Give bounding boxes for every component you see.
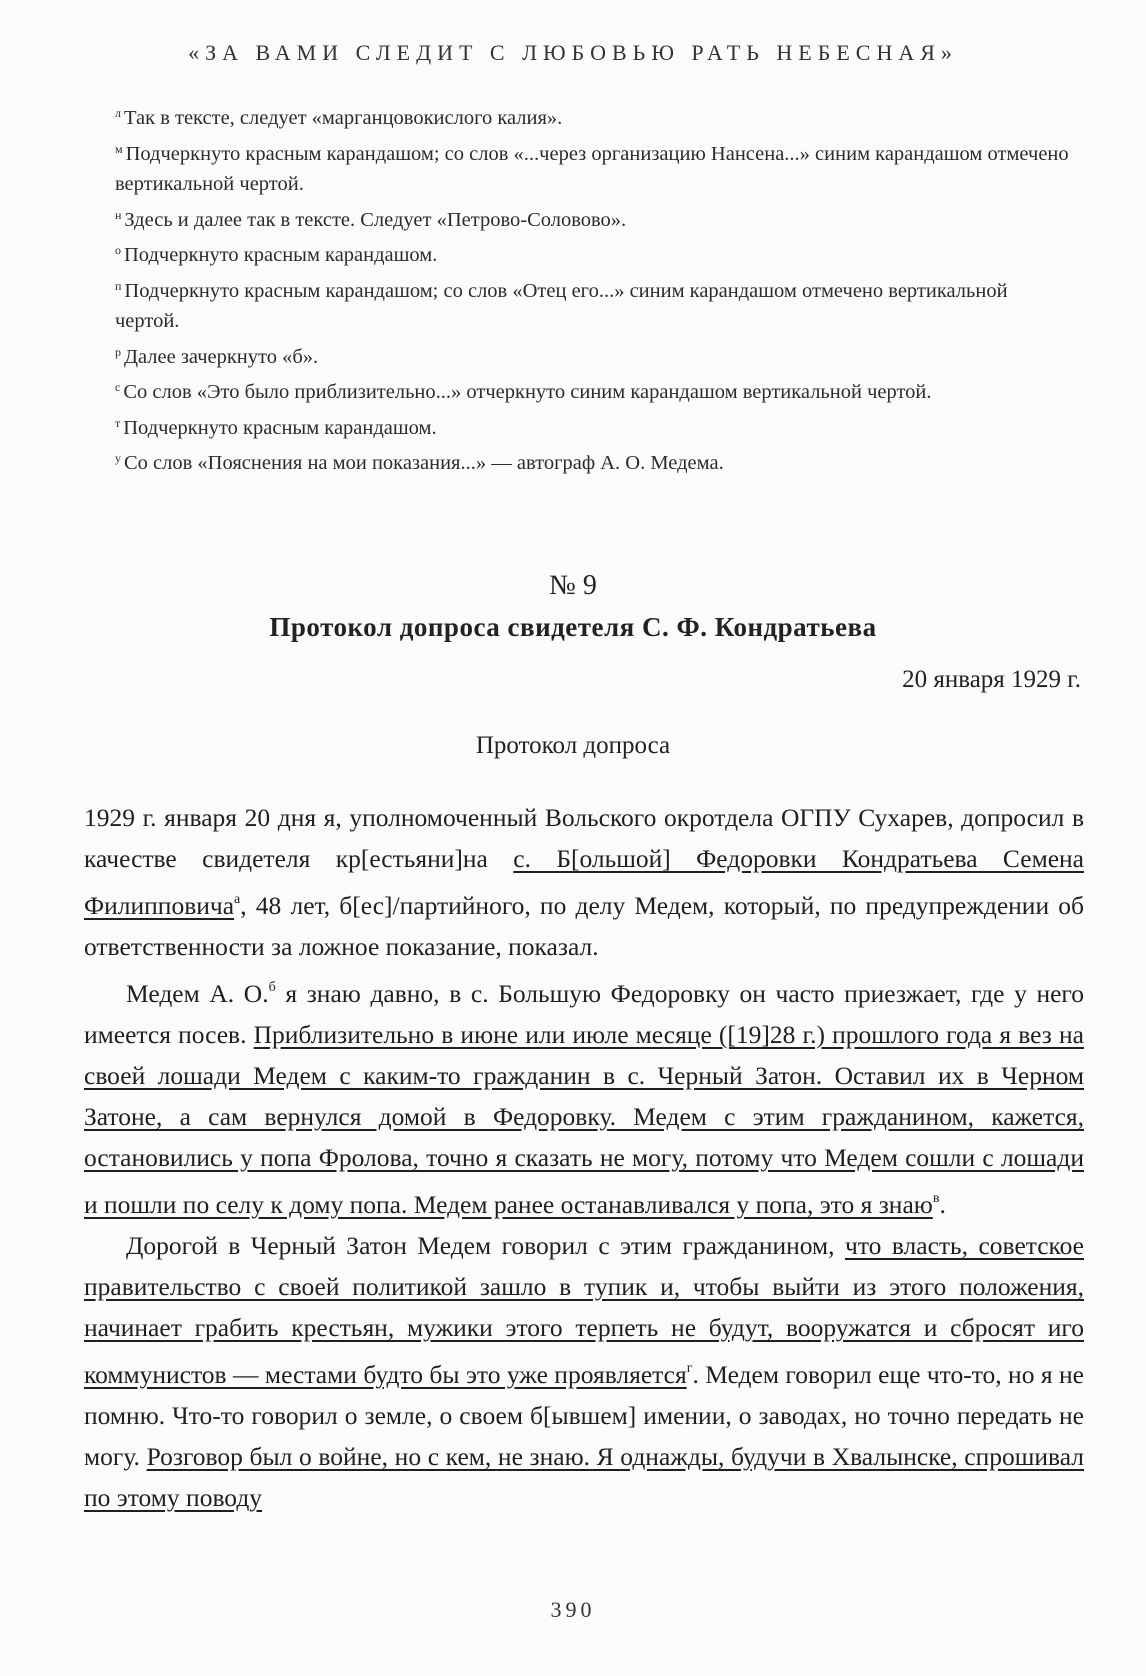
footnote-mark: л [115,106,121,120]
footnote-mark: т [115,415,121,430]
footnote-mark: с [115,380,121,394]
footnote [115,443,1075,479]
footnote [115,337,1075,373]
note-ref: г [686,1361,693,1376]
document-title: Протокол допроса свидетеля С. Ф. Кондратьева [269,612,877,642]
underlined-text: что власть, советское правительство с своей политикой зашло в тупик и, чтобы выйти из этого положения, начинает грабить крестьян, мужики этого терпеть не будут, вооружатся и сбросят иго коммунистов — местами будто бы это уже проявляется [84,1231,1085,1389]
note-ref: в [932,1191,940,1206]
note-ref: а [234,892,241,907]
text-run: , 48 лет, б[ес]/партийного, по делу Медем, который, по предупреждении об ответственности за ложное показание, показал. [84,891,1084,961]
footnote-text: Здесь и далее так в тексте. Следует «Петрово-Соловово». [124,208,627,231]
footnote-mark: н [115,207,122,222]
footnote [115,372,1075,408]
footnote-text: Со слов «Это было приблизительно...» отчеркнуто синим карандашом вертикальной чертой. [123,381,932,403]
underlined-text: с. Б[ольшой] Федоровки Кондратьева Семена Филипповича [84,844,1084,920]
footnote [115,200,1075,236]
footnote-mark: р [115,344,121,359]
paragraph [84,797,1084,967]
footnote-mark: о [115,243,121,257]
footnote-text: Подчеркнуто красным карандашом; со слов «Отец его...» синим карандашом отмечено вертикальной чертой. [115,279,1008,332]
footnote [115,98,1075,134]
footnote-text: Со слов «Пояснения на мои показания...» — автограф А. О. Медема. [124,452,724,474]
footnote-text: Подчеркнуто красным карандашом; со слов «...через организацию Нансена...» синим карандашом отмечено вертикальной чертой. [115,142,1069,195]
note-ref: б [268,980,276,995]
footnote-mark: м [115,141,123,156]
text-run: . [939,1190,946,1219]
text-run: 1929 г. января 20 дня я, уполномоченный Вольского окротдела ОГПУ Сухарев, допросил в качестве свидетеля кр[естьяни]на [84,803,1084,873]
document-number: № 9 [549,570,597,601]
footnote [115,235,1075,271]
document-date: 20 января 1929 г. [902,666,1081,693]
text-run: Дорогой в Черный Затон Медем говорил с этим гражданином, [126,1231,845,1260]
underlined-text: Розговор был о войне, но с кем, не знаю. Я однажды, будучи в Хвалынске, спрошивал по этому поводу [84,1442,1084,1512]
footnote-text: Далее зачеркнуто «б». [124,345,319,368]
footnote [115,408,1075,444]
footnote [115,271,1075,337]
footnote-mark: у [115,451,121,465]
footnote-text: Подчеркнуто красным карандашом. [124,244,438,266]
footnote-mark: п [115,278,122,293]
running-head: «ЗА ВАМИ СЛЕДИТ С ЛЮБОВЬЮ РАТЬ НЕБЕСНАЯ» [188,40,958,65]
footnote [115,134,1075,200]
paragraph [84,1225,1084,1518]
document-subtitle: Протокол допроса [475,732,671,759]
footnote-text: Так в тексте, следует «марганцовокислого калия». [124,107,563,129]
footnotes-block [115,98,1075,479]
text-run: Медем А. О. [126,979,269,1008]
document-body [84,797,1084,1518]
footnote-text: Подчеркнуто красным карандашом. [123,416,437,439]
page-number: 390 [550,1597,596,1622]
paragraph [84,967,1084,1225]
text-run: я знаю давно, в с. Большую Федоровку он часто приезжает, где у него имеется посев. [84,979,1084,1049]
text-run: . Медем говорил еще что-то, но я не помню. Что-то говорил о земле, о своем б[ывшем] имении, о заводах, но точно передать не могу. [84,1360,1084,1471]
underlined-text: Приблизительно в июне или июле месяце ([19]28 г.) прошлого года я вез на своей лошади Медем с каким-то гражданин в с. Черный Затон. Оставил их в Черном Затоне, а сам вернулся домой в Федоровку. Медем с этим гражданином, кажется, остановились у попа Фролова, точно я сказать не могу, потому что Медем сошли с лошади и пошли по селу к дому попа. Медем ранее останавливался у попа, это я знаю [84,1020,1084,1219]
